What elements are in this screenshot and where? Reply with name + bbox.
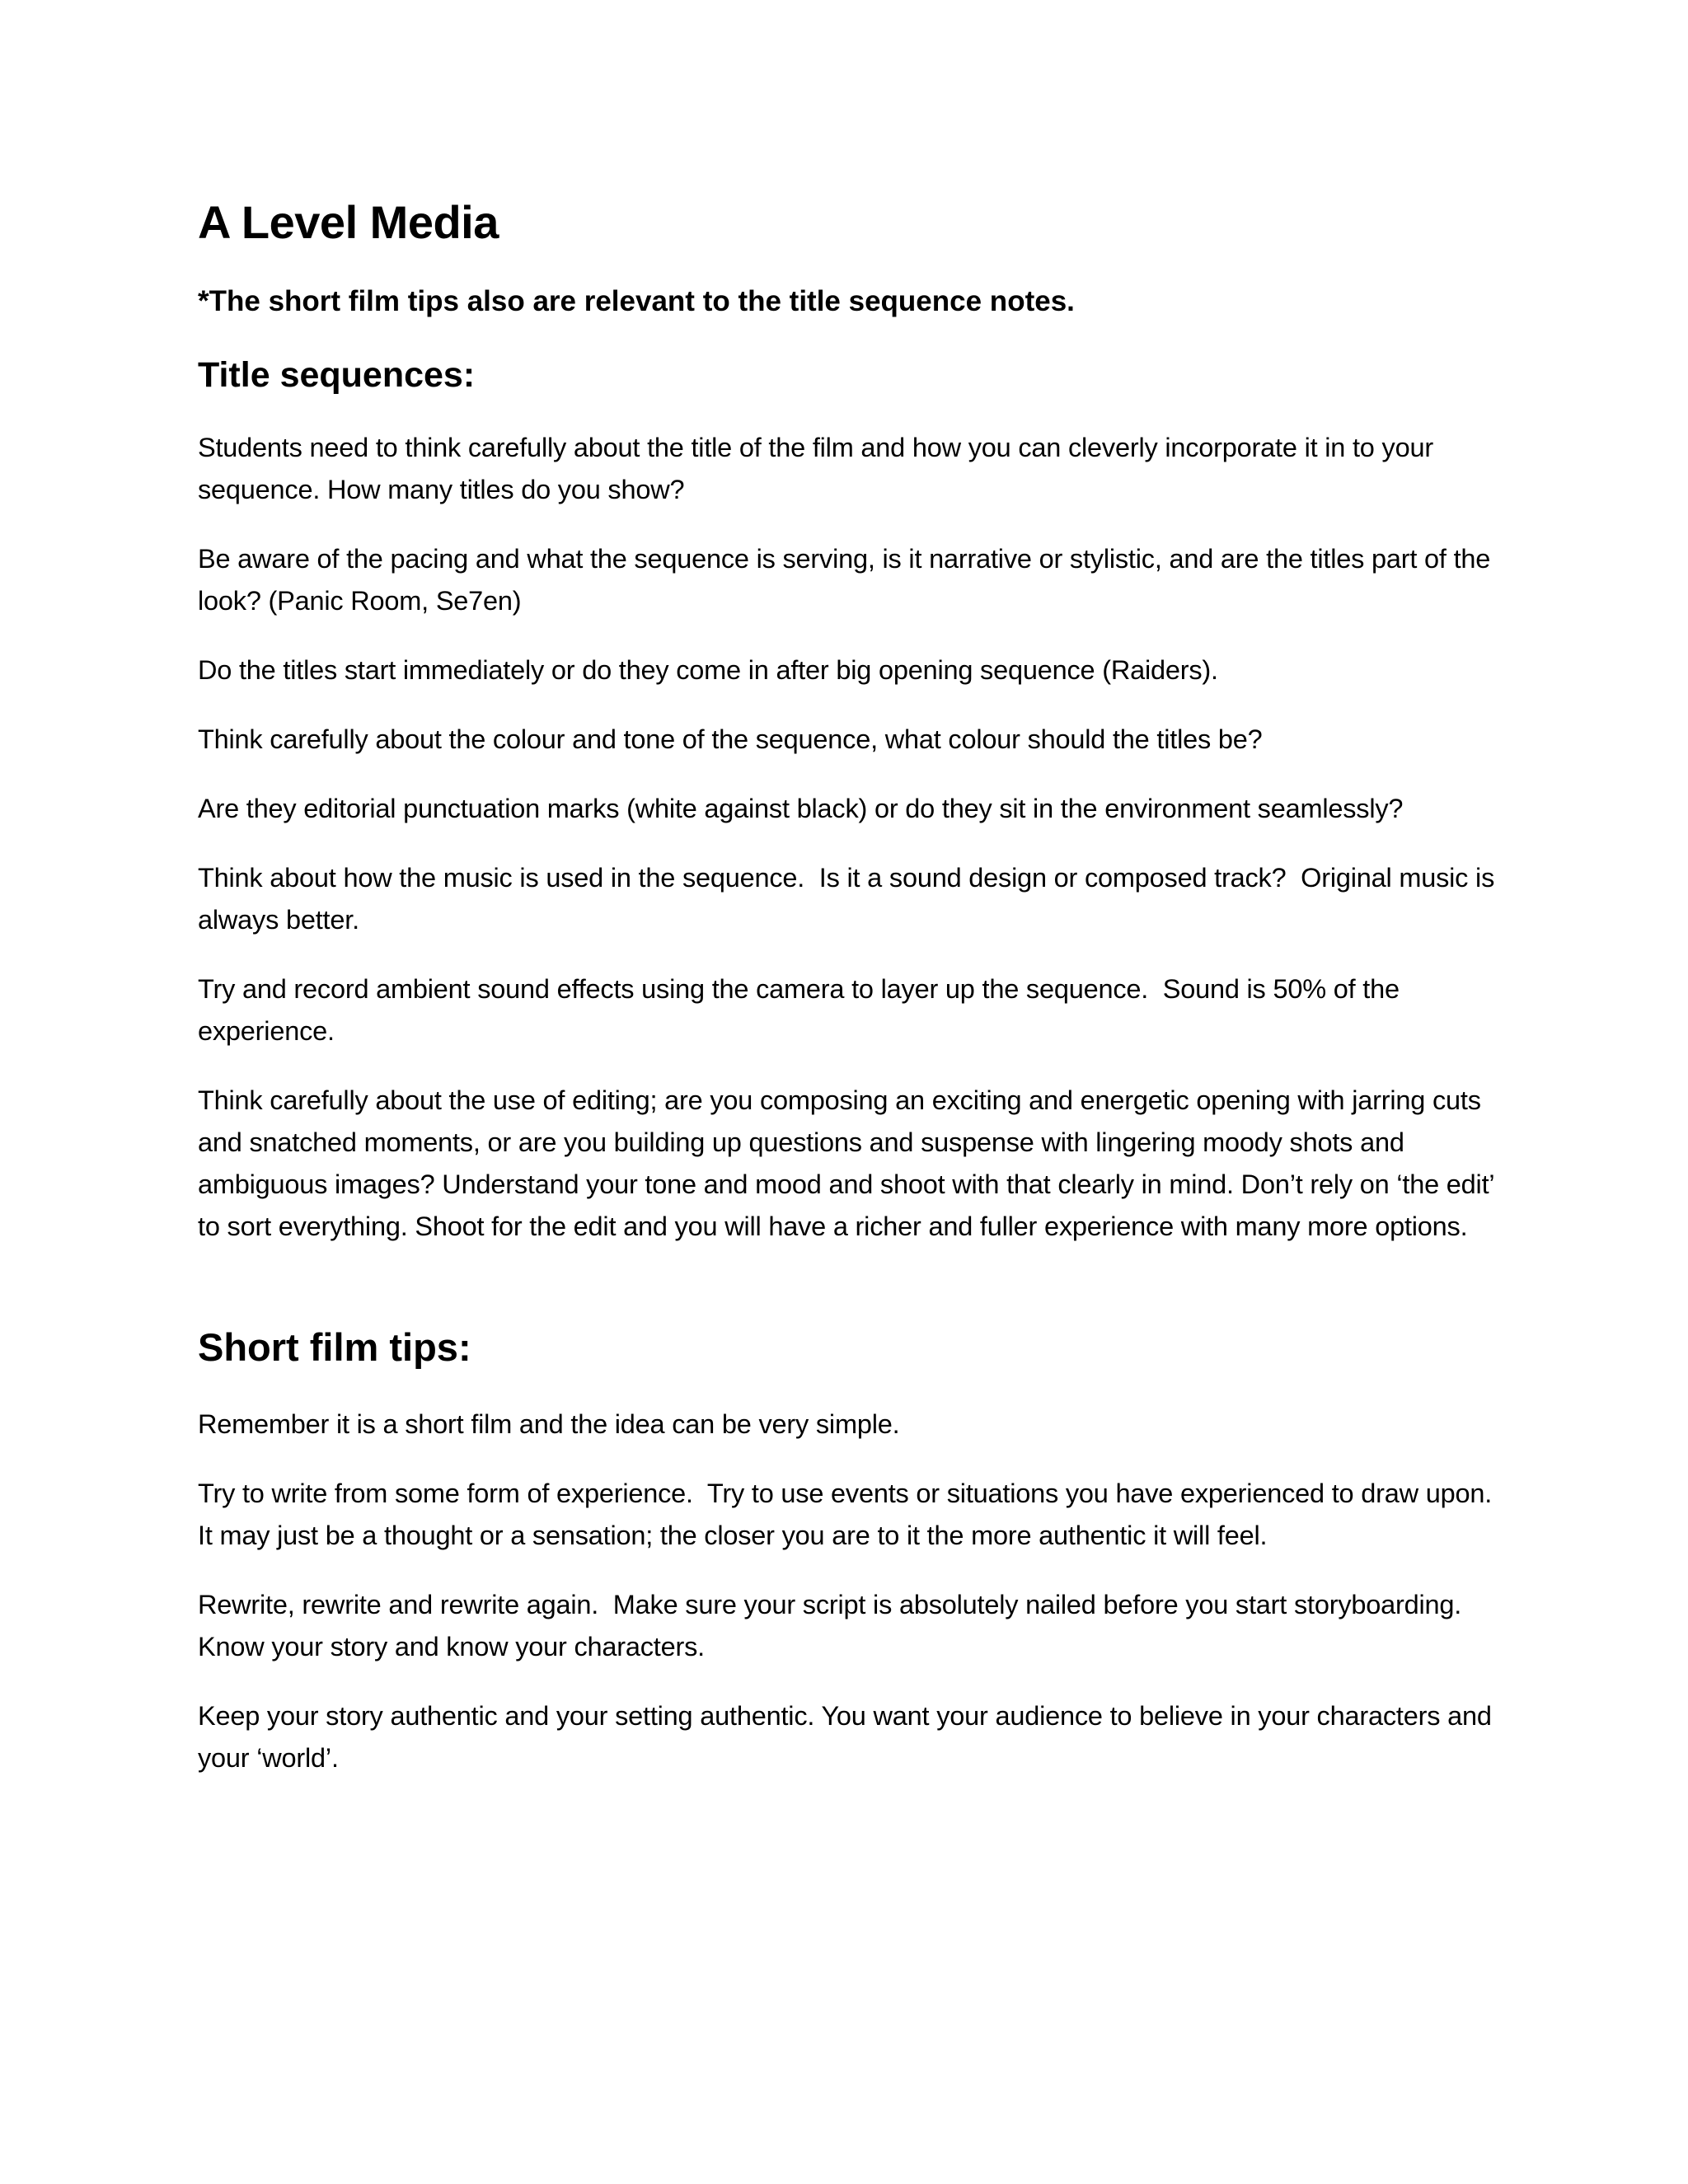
paragraph: Think about how the music is used in the sequence. Is it a sound design or composed track? Original music is always better. xyxy=(198,863,1502,935)
document-content xyxy=(198,194,1507,1807)
section-heading: Short film tips: xyxy=(198,1325,471,1370)
relevance-note: *The short film tips also are relevant to the title sequence notes. xyxy=(198,285,1075,318)
paragraph: Keep your story authentic and your setting authentic. You want your audience to believe in your characters and your ‘world’. xyxy=(198,1701,1499,1774)
document-title: A Level Media xyxy=(198,196,499,248)
paragraph: Try to write from some form of experience. Try to use events or situations you have experienced to draw upon. It may just be a thought or a sensation; the closer you are to it the more authentic it will feel. xyxy=(198,1479,1507,1551)
paragraph: Be aware of the pacing and what the sequence is serving, is it narrative or stylistic, and are the titles part of the look? (Panic Room, Se7en) xyxy=(198,544,1498,616)
paragraph: Students need to think carefully about the title of the film and how you can cleverly incorporate it in to your sequence. How many titles do you show? xyxy=(198,433,1441,505)
paragraph: Think carefully about the use of editing; are you composing an exciting and energetic opening with jarring cuts and snatched moments, or are you building up questions and suspense with lingering moody shots and ambiguous images? Understand your tone and mood and shoot with that clearly in mind. Don’t rely on ‘the edit’ to sort everything. Shoot for the edit and you will have a richer and fuller experience with many more options. xyxy=(198,1085,1502,1242)
section-short-film-tips xyxy=(198,1324,1507,1779)
section-title-sequences xyxy=(198,354,1500,1249)
paragraph: Try and record ambient sound effects using the camera to layer up the sequence. Sound is 50% of the experience. xyxy=(198,974,1407,1047)
paragraph: Rewrite, rewrite and rewrite again. Make sure your script is absolutely nailed before you start storyboarding. Know your story and know your characters. xyxy=(198,1590,1469,1662)
paragraph: Think carefully about the colour and tone of the sequence, what colour should the titles be? xyxy=(198,724,1263,755)
paragraph: Remember it is a short film and the idea can be very simple. xyxy=(198,1409,900,1440)
section-heading: Title sequences: xyxy=(198,354,476,395)
paragraph: Are they editorial punctuation marks (white against black) or do they sit in the environment seamlessly? xyxy=(198,794,1404,824)
paragraph: Do the titles start immediately or do they come in after big opening sequence (Raiders). xyxy=(198,655,1218,686)
